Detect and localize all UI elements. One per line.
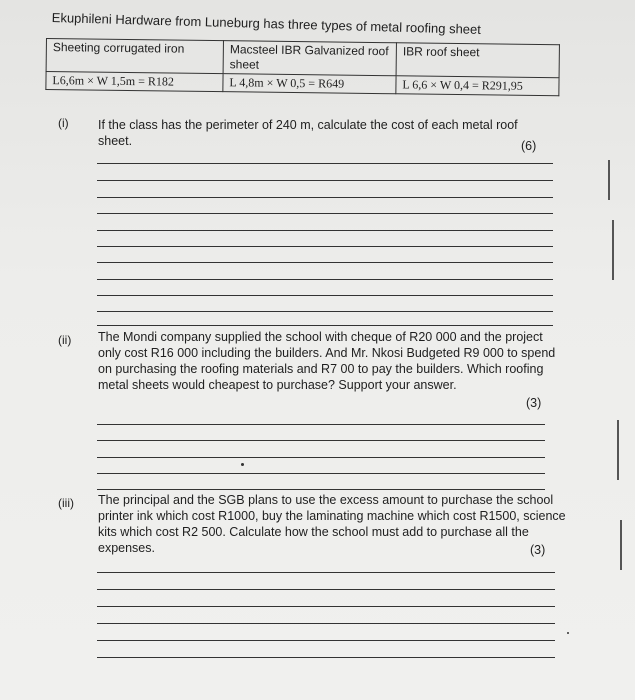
question-2-text: The Mondi company supplied the school with cheque of R20 000 and the project only cost R16 000 including the builders. And Mr. Nkosi Budgeted R9 000 to spend on purchasing the roofing materials and R7 00 to pay the builders. Which roofing metal sheets would cheapest to purchase? Support your answer. [98,330,556,392]
answer-line [97,262,553,263]
answer-line [97,325,553,326]
answer-line [97,180,553,181]
answer-line [97,279,553,280]
answer-line [97,246,553,247]
header-macsteel-ibr: Macsteel IBR Galvanized roof sheet [223,41,396,76]
answer-line [97,623,555,624]
value-ibr-roof-sheet: L 6,6 × W 0,4 = R291,95 [396,76,559,96]
answer-line [97,424,545,425]
answer-line [97,311,553,312]
roofing-price-table [45,38,560,96]
answer-line [97,640,555,641]
intro-text: Ekuphileni Hardware from Luneburg has three types of metal roofing sheet [51,10,482,37]
answer-line [97,295,553,296]
question-1-marks: (6) [521,139,537,153]
header-ibr-roof-sheet: IBR roof sheet [396,43,559,78]
value-macsteel-ibr: L 4,8m × W 0,5 = R649 [223,74,396,94]
header-corrugated-iron: Sheeting corrugated iron [46,39,223,74]
answer-line [97,589,555,590]
answer-line [97,197,553,198]
ink-speck [567,632,569,634]
margin-edge-mark [612,220,614,280]
answer-line [97,473,545,474]
answer-line [97,606,555,607]
question-2-marks: (3) [526,396,542,410]
question-2-number: (ii) [58,333,72,347]
question-1-number: (i) [58,116,69,130]
ink-speck [241,463,244,466]
question-3-marks: (3) [530,543,546,557]
answer-line [97,213,553,214]
value-corrugated-iron: L6,6m × W 1,5m = R182 [46,72,223,92]
answer-line [97,572,555,573]
margin-edge-mark [620,520,622,570]
margin-edge-mark [608,160,610,200]
answer-line [97,457,545,458]
answer-line [97,489,545,490]
question-1-text: If the class has the perimeter of 240 m, calculate the cost of each metal roof sheet. [98,118,518,148]
question-3-number: (iii) [58,496,74,510]
answer-line [97,230,553,231]
answer-line [97,163,553,164]
question-3-text: The principal and the SGB plans to use the excess amount to purchase the school printer ink which cost R1000, buy the laminating machine which cost R1500, science kits which cost R2 500. Calculate how the school must add to purchase all the expenses. [98,493,566,555]
margin-edge-mark [617,420,619,480]
answer-line [97,440,545,441]
answer-line [97,657,555,658]
